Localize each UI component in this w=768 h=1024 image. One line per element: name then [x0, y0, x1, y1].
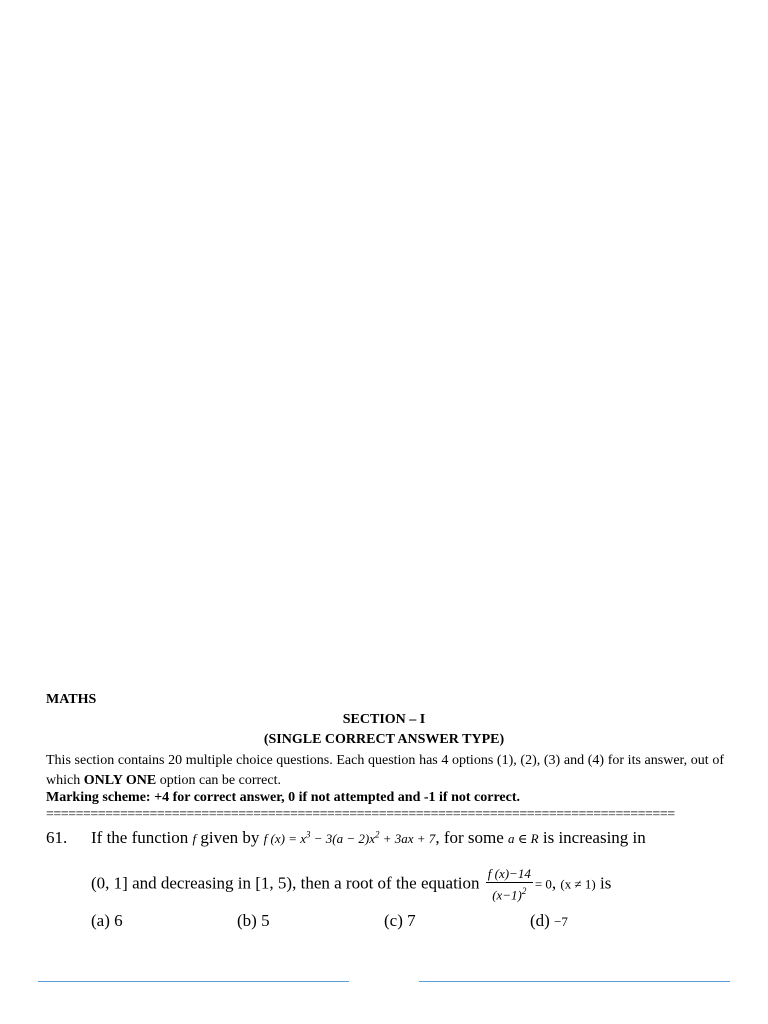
- comma: ,: [551, 873, 561, 893]
- expr-part-1: f (x) = x: [263, 831, 306, 846]
- option-b: (b) 5: [237, 911, 270, 930]
- exponent-1: 3: [306, 829, 311, 840]
- marking-scheme: Marking scheme: +4 for correct answer, 0 if not attempted and -1 if not correct.: [46, 790, 521, 805]
- option-d-value: −7: [554, 914, 568, 929]
- instructions-text-1: This section contains 20 multiple choice questions. Each question has 4 options (1), (2), (3) and (4) for its answer, out of which: [46, 753, 724, 788]
- exponent-2: 2: [374, 829, 380, 840]
- equation-tail: = 0: [534, 876, 552, 892]
- instructions-text-2: option can be correct.: [156, 773, 281, 788]
- question-text-1: If the function: [91, 828, 193, 847]
- section-instructions: [46, 751, 724, 791]
- question-text-5: (0, 1] and decreasing in [1, 5), then a root of the equation: [91, 873, 484, 893]
- question-text-3: , for some: [435, 828, 509, 847]
- footer-rule-right: [419, 981, 730, 982]
- set-membership: a ∈ R: [508, 831, 539, 846]
- denominator-exponent: 2: [521, 886, 527, 896]
- question-text-2: given by: [196, 828, 264, 847]
- equation-fraction: [486, 866, 533, 903]
- section-subtitle: (SINGLE CORRECT ANSWER TYPE): [263, 732, 505, 747]
- fraction-numerator: f (x)−14: [487, 866, 531, 881]
- question-line-2: [91, 866, 611, 903]
- expr-part-3: + 3ax + 7: [379, 831, 436, 846]
- section-title: SECTION – I: [342, 712, 426, 727]
- subject-heading: MATHS: [46, 692, 97, 707]
- option-d: [530, 911, 568, 931]
- question-text-4: is increasing in: [538, 828, 646, 847]
- instructions-emphasis: ONLY ONE: [83, 773, 157, 788]
- denominator-base: (x−1): [492, 887, 522, 903]
- option-c: (c) 7: [384, 911, 416, 930]
- expr-part-2: − 3(a − 2)x: [310, 831, 375, 846]
- function-symbol: f: [192, 831, 197, 846]
- separator-rule: =====================================================================================: [46, 809, 675, 821]
- question-line-1: [91, 828, 646, 848]
- option-d-label: (d): [530, 911, 555, 930]
- question-number: 61.: [46, 828, 68, 847]
- option-a: (a) 6: [91, 911, 123, 930]
- footer-rule-left: [38, 981, 349, 982]
- question-text-6: is: [595, 873, 612, 893]
- function-expression: [264, 831, 436, 846]
- condition: (x ≠ 1): [560, 876, 596, 892]
- fraction-denominator: [486, 883, 533, 903]
